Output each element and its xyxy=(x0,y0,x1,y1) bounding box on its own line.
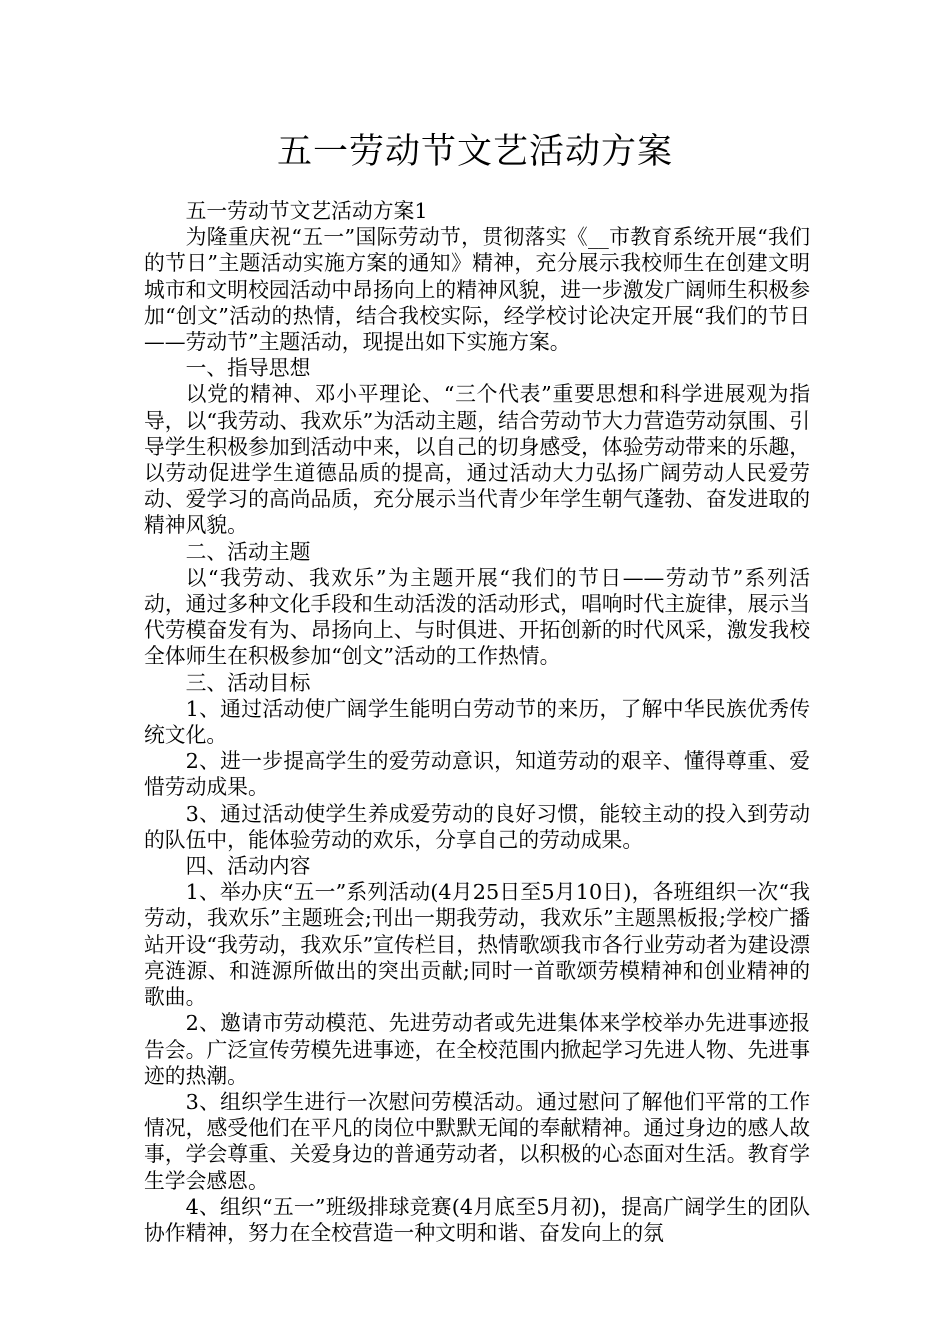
document-body xyxy=(144,198,810,1246)
paragraph-theme: 以“我劳动、我欢乐”为主题开展“我们的节日——劳动节”系列活动，通过多种文化手段和生动活泼的活动形式，唱响时代主旋律，展示当代劳模奋发有为、昂扬向上、与时俱进、开拓创新的时代风采，激发我校全体师生在积极参加“创文”活动的工作热情。 xyxy=(144,565,810,669)
paragraph-content-4: 4、组织“五一”班级排球竞赛(4月底至5月初)，提高广阔学生的团队协作精神，努力在全校营造一种文明和谐、奋发向上的氛 xyxy=(144,1194,810,1245)
paragraph-goal-2: 2、进一步提高学生的爱劳动意识，知道劳动的艰辛、懂得尊重、爱惜劳动成果。 xyxy=(144,749,810,800)
paragraph-content-1: 1、举办庆“五一”系列活动(4月25日至5月10日)，各班组织一次“我劳动，我欢乐”主题班会;刊出一期我劳动，我欢乐”主题黑板报;学校广播站开设“我劳动，我欢乐”宣传栏目，热情歌颂我市各行业劳动者为建设漂亮涟源、和涟源所做出的突出贡献;同时一首歌颂劳模精神和创业精神的歌曲。 xyxy=(144,880,810,1010)
paragraph-subtitle: 五一劳动节文艺活动方案1 xyxy=(185,199,428,223)
paragraph-content-2: 2、邀请市劳动模范、先进劳动者或先进集体来学校举办先进事迹报告会。广泛宣传劳模先进事迹，在全校范围内掀起学习先进人物、先进事迹的热潮。 xyxy=(144,1011,810,1088)
paragraph-goal-3: 3、通过活动使学生养成爱劳动的良好习惯，能较主动的投入到劳动的队伍中，能体验劳动的欢乐，分享自己的劳动成果。 xyxy=(144,801,810,852)
paragraph-goal-1: 1、通过活动使广阔学生能明白劳动节的来历，了解中华民族优秀传统文化。 xyxy=(144,696,810,748)
section-heading-guiding-thought: 一、指导思想 xyxy=(185,356,311,381)
paragraph-guiding-thought: 以党的精神、邓小平理论、“三个代表”重要思想和科学进展观为指导，以“我劳动、我欢乐”为活动主题，结合劳动节大力营造劳动氛围、引导学生积极参加到活动中来，以自己的切身感受，体验劳动带来的乐趣，以劳动促进学生道德品质的提高，通过活动大力弘扬广阔劳动人民爱劳动、爱学习的高尚品质，充分展示当代青少年学生朝气蓬勃、奋发进取的精神风貌。 xyxy=(144,382,810,538)
paragraph-intro: 为隆重庆祝“五一”国际劳动节，贯彻落实《__市教育系统开展“我们的节日”主题活动实施方案的通知》精神，充分展示我校师生在创建文明城市和文明校园活动中昂扬向上的精神风貌，进一步激发广阔师生积极参加“创文”活动的热情，结合我校实际，经学校讨论决定开展“我们的节日——劳动节”主题活动，现提出如下实施方案。 xyxy=(144,225,810,355)
paragraph-content-3: 3、组织学生进行一次慰问劳模活动。通过慰问了解他们平常的工作情况，感受他们在平凡的岗位中默默无闻的奉献精神。通过身边的感人故事，学会尊重、关爱身边的普通劳动者，以积极的心态面对生活。教育学生学会感恩。 xyxy=(144,1089,810,1193)
section-heading-content: 四、活动内容 xyxy=(185,854,311,879)
document-title: 五一劳动节文艺活动方案 xyxy=(276,132,673,172)
section-heading-goals: 三、活动目标 xyxy=(185,670,311,695)
section-heading-theme: 二、活动主题 xyxy=(185,539,311,564)
